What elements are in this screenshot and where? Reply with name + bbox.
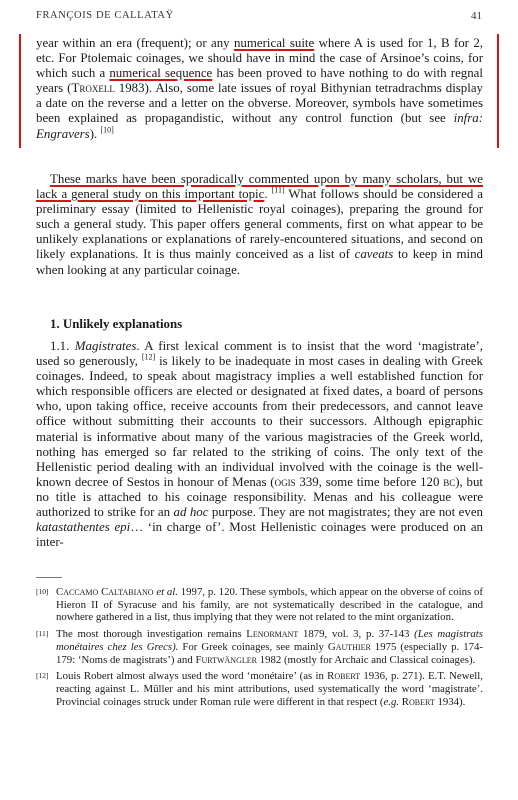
margin-annotation-bar-right — [497, 34, 499, 148]
footnote-ref-11[interactable]: [11] — [271, 185, 285, 195]
paragraph-2: These marks have been sporadically commented upon by many scholars, but we lack a general study on this important topic. [11] What follows should be considered a preliminary essay (limited to Hellenistic royal coinages), preparing the ground for such a general study. This paper offers general comments, first on what appear to be unlikely explanations or explanations of rarely-encountered situations, and second on likely explanations. It is thus mainly conceived as a list of caveats to keep in mind when looking at any particular coinage. — [36, 172, 484, 277]
footnote-12: [12] Louis Robert almost always used the word ‘monétaire’ (as in Robert 1936, p. 271). E.T. Newell, reacting against L. Müller and his mint attributions, used systematically the word ‘magistrate’. Provincial coinages struck under Roman rule were different in that respect (e.g. Robert 1934). — [36, 670, 483, 708]
footnote-number: [11] — [36, 629, 49, 639]
footnote-divider — [36, 577, 62, 578]
footnote-ref-10[interactable]: [10] — [100, 125, 114, 135]
footnote-10: [10] Caccamo Caltabiano et al. 1997, p. 120. These symbols, which appear on the obverse of coins of Hieron II of Syracuse and his family, are not systematically described in the catalogue, and nowhere gathered in a list, thus implying that they were not related to the mint organization. — [36, 586, 483, 624]
paragraph-3: 1.1. Magistrates. A first lexical comment is to insist that the word ‘magistrate’, used so generously, [12] is likely to be inadequate in most cases in dealing with Greek coinages. Indeed, to speak about magistracy implies a well established function for which responsible officers are elected or designated at fixed dates, a board of persons who, upon taking office, receive accounts from their predecessors, and cannot leave office without submitting their accounts to their successors. Although epigraphic material is informative about many of the various magistracies of the Greek world, nothing has emerged so far related to the striking of coins. The only text of the Hellenistic period dealing with an individual involved with the coinage is the well-known decree of Sestos in honour of Menas (ogis 339, some time before 120 bc), but no title is attached to his coinage responsibility. Menas and his colleague were authorized to strike for an ad hoc purpose. They are not magistrates; they are not even katastathentes epi… ‘in charge of’. Most Hellenistic coinages were produced on an inter- — [36, 339, 483, 550]
footnotes — [36, 586, 483, 712]
section-heading: 1. Unlikely explanations — [50, 317, 183, 331]
subsection-title: Magistrates — [74, 339, 137, 353]
footnote-number: [10] — [36, 587, 49, 596]
page-number: 41 — [471, 10, 482, 22]
underlined-sentence: These marks have been sporadically commented upon by many scholars, but we lack a general study on this important topic — [36, 172, 483, 202]
underlined-phrase: numerical suite — [233, 36, 315, 50]
footnote-number: [12] — [36, 671, 49, 681]
running-header — [36, 10, 482, 26]
paragraph-1: year within an era (frequent); or any numerical suite where A is used for 1, B for 2, etc. For Ptolemaic coinages, we should have in mind the case of Arsinoe’s coins, for which such a numerical sequence has been proved to have nothing to do with regnal years (Troxell 1983). Also, some late issues of royal Bithynian tetradrachms display a date on the reverse and a letter on the obverse. Moreover, symbols have sometimes been explained as propagandistic, without any control function (but see infra: Engravers). [10] — [36, 36, 484, 141]
underlined-phrase: numerical sequence — [109, 66, 213, 81]
running-head: FRANÇOIS DE CALLATAŸ — [36, 10, 174, 21]
footnote-11: [11] The most thorough investigation remains Lenormant 1879, vol. 3, p. 37-143 (Les magistrats monétaires chez les Grecs). For Greek coinages, see mainly Gauthier 1975 (especially p. 174-179: ‘Noms de magistrats’) and Furtwängler 1982 (mostly for Archaic and Classical coinages). — [36, 628, 483, 666]
margin-annotation-bar — [19, 34, 21, 148]
footnote-ref-12[interactable]: [12] — [141, 352, 156, 362]
citation: Troxell 1983 — [71, 81, 145, 96]
